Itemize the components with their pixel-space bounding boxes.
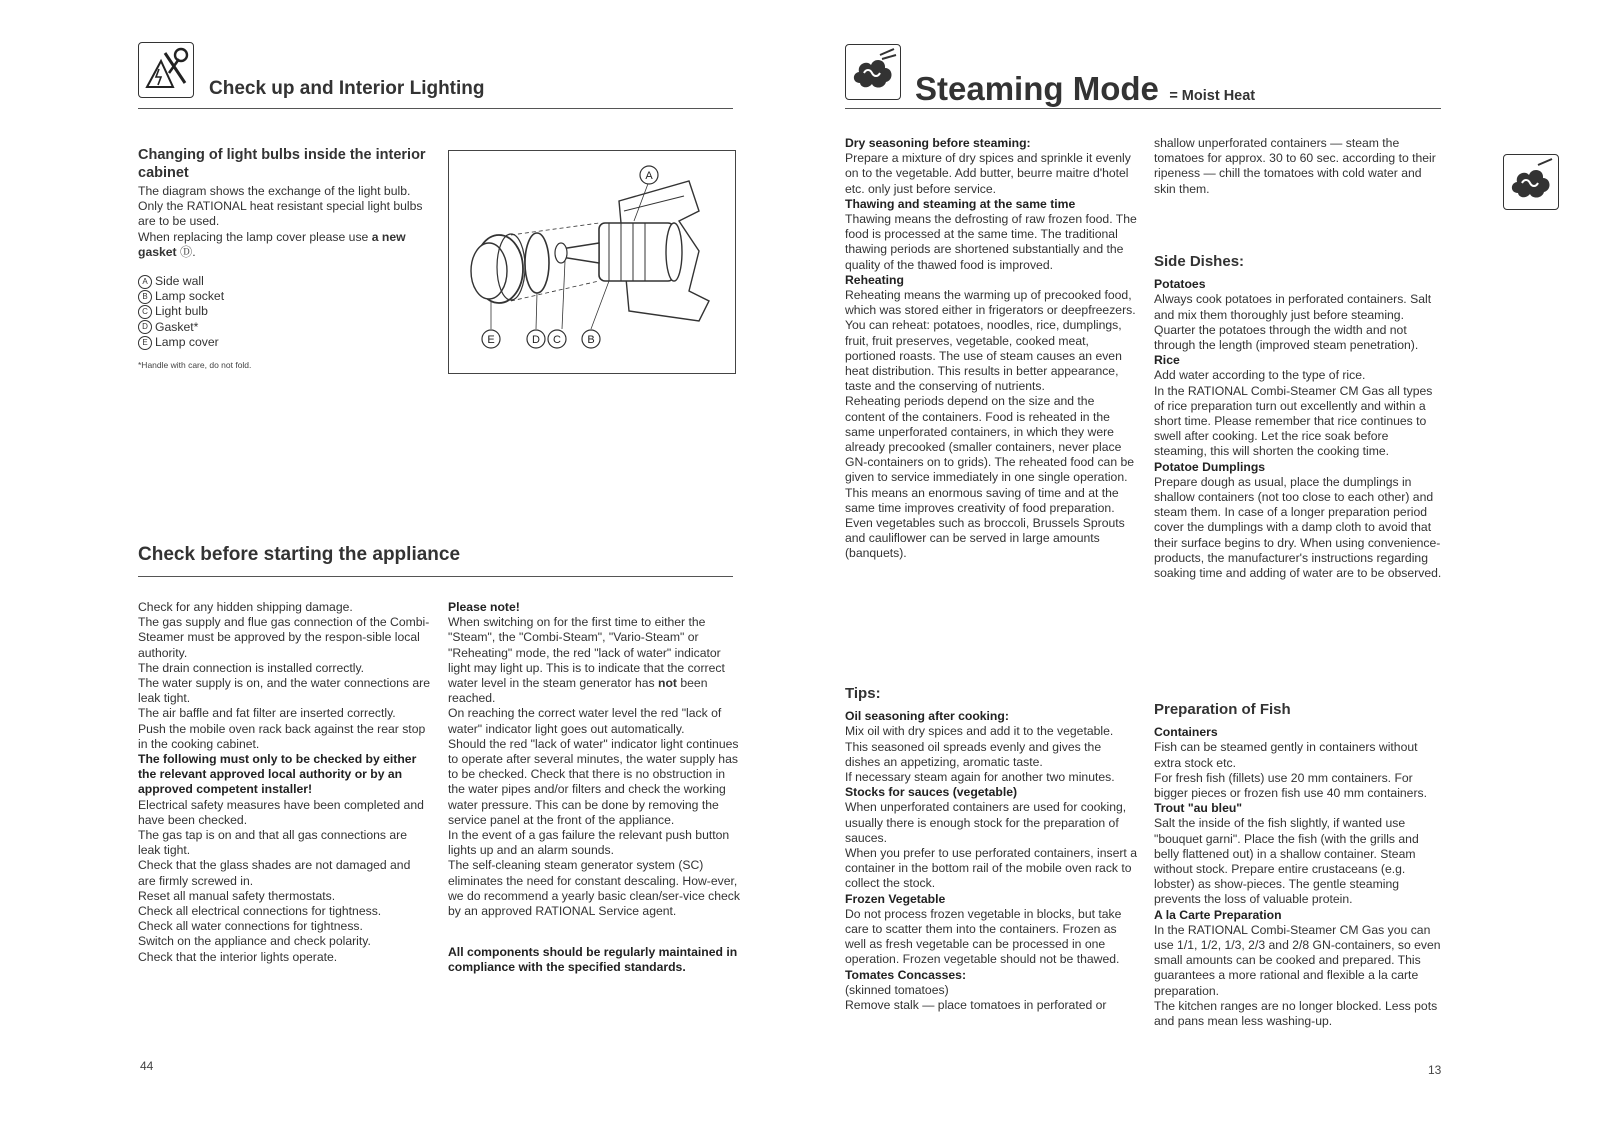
paragraph: Check that the interior lights operate.	[138, 949, 338, 964]
fish-section	[1154, 702, 1444, 1029]
header-divider	[138, 108, 733, 109]
paragraph: Switch on the appliance and check polarity.	[138, 934, 371, 949]
diagram-label-e: E	[487, 334, 495, 346]
legend-list	[138, 274, 430, 350]
page-number: 44	[140, 1059, 154, 1073]
tips-section	[845, 686, 1137, 1013]
paragraph: When replacing the lamp cover please use a new gasket Ⓓ.	[138, 229, 406, 259]
section-heading: Changing of light bulbs inside the interior cabinet	[138, 147, 426, 181]
paragraph: (skinned tomatoes) Remove stalk — place tomatoes in perforated or	[845, 982, 1107, 1013]
paragraph: In the event of a gas failure the relevant push button lights up and an alarm sounds.	[448, 828, 730, 858]
subheading: Trout "au bleu"	[1154, 801, 1243, 816]
page-number: 13	[1428, 1063, 1442, 1077]
subheading: Tomates Concasses:	[845, 967, 967, 982]
paragraph: Add water according to the type of rice. In the RATIONAL Combi-Steamer CM Gas all types of rice preparation turn out excellently and within a short time. Please remember that rice continues to swell after cooking. Let the rice soak before steaming, this will shorten the cooking time.	[1154, 368, 1433, 459]
paragraph: Should the red "lack of water" indicator light continues to operate after several minutes, the water supply has to be checked. Check that there is no obstruction in the water pipes and/or filters and check the working water pressure. This can be done by removing the service panel at the front of the appliance.	[448, 736, 739, 827]
paragraph: Electrical safety measures have been completed and have been checked.	[138, 797, 424, 827]
paragraph: Always cook potatoes in perforated containers. Salt and mix them thoroughly just before steaming. Quarter the potatoes through the width and not through the length (improved steam penetration).	[1154, 292, 1432, 353]
subheading: Stocks for sauces (vegetable)	[845, 785, 1018, 800]
legend-item: E Lamp cover	[138, 335, 430, 350]
paragraph: Check that the glass shades are not damaged and are firmly screwed in.	[138, 858, 411, 888]
title-main: Steaming Mode	[915, 70, 1159, 107]
diagram-label-b: B	[587, 334, 595, 346]
maintenance-note: All components should be regularly maintained in compliance with the specified standards.	[448, 945, 738, 975]
paragraph: The diagram shows the exchange of the light bulb.	[138, 184, 411, 198]
paragraph: The water supply is on, and the water connections are leak tight.	[138, 676, 430, 706]
check-column-1	[138, 600, 430, 965]
legend-item: A Side wall	[138, 274, 430, 289]
paragraph: Check all water connections for tightness.	[138, 919, 363, 934]
light-bulb-section	[138, 146, 430, 370]
subheading: A la Carte Preparation	[1154, 907, 1282, 922]
paragraph: Reset all manual safety thermostats.	[138, 888, 336, 903]
paragraph: Only the RATIONAL heat resistant special light bulbs are to be used.	[138, 199, 423, 229]
check-column-2	[448, 600, 743, 976]
legend-item: B Lamp socket	[138, 289, 430, 304]
fish-heading: Preparation of Fish	[1154, 701, 1291, 718]
paragraph: Prepare a mixture of dry spices and sprinkle it evenly on to the vegetable. Add butter, beurre maitre d'hotel etc. only just before service.	[845, 151, 1131, 196]
steaming-column-1	[845, 136, 1137, 562]
paragraph: Salt the inside of the fish slightly, if wanted use "bouquet garni". Place the fish (with the grills and belly flattened out) in a shallow container. Steam without stock. Prepare entire crustaceans (e.g. lobster) as show-pieces. The gentle steaming prevents the loss of valuable protein.	[1154, 816, 1419, 907]
page-title	[915, 70, 1255, 108]
paragraph: shallow unperforated containers — steam the tomatoes for approx. 30 to 60 sec. according to their ripeness — chill the tomatoes with cold water and skin them.	[1154, 136, 1436, 196]
subheading: Reheating	[845, 272, 904, 287]
paragraph: Check all electrical connections for tightness.	[138, 904, 382, 919]
paragraph: The air baffle and fat filter are inserted correctly.	[138, 706, 396, 721]
side-dishes-section	[1154, 254, 1444, 581]
paragraph: The gas supply and flue gas connection of the Combi-Steamer must be approved by the respon-sible local authority.	[138, 615, 430, 660]
subheading: Oil seasoning after cooking:	[845, 709, 1009, 724]
subheading: Frozen Vegetable	[845, 891, 946, 906]
page-title: Check up and Interior Lighting	[209, 78, 485, 99]
paragraph: Reheating means the warming up of precooked food, which was stored either in frigerators or deepfreezers. You can reheat: potatoes, noodles, rice, dumplings, fruit, fruit preserves, vegetable, cooked meat, portioned roasts. The use of steam causes an even heat distribution. This results in better appearance, taste and the conserving of nutrients. Reheating periods depend on the size and the content of the containers. Food is reheated in the same unperforated containers, in which they were already precooked (smaller containers, never place GN-containers on to grids). The reheated food can be given to service immediately in one single operation. This means an enormous saving of time and at the same time improves creativity of food preparation. Even vegetables such as broccoli, Brussels Sprouts and cauliflower can be served in large amounts (banquets).	[845, 288, 1136, 561]
paragraph: Prepare dough as usual, place the dumplings in shallow containers (not too close to each other) and steam them. In case of a longer preparation period cover the dumplings with a damp cloth to avoid that their surface begins to dry. When using convenience-products, the manufacturer's instructions regarding soaking time and adding of water are to be observed.	[1154, 474, 1442, 581]
paragraph: The drain connection is installed correctly.	[138, 660, 365, 675]
paragraph: Do not process frozen vegetable in blocks, but take care to scatter them into the containers. Frozen as well as fresh vegetable can be processed in one operation. Frozen vegetable should not be thawed.	[845, 906, 1122, 967]
paragraph: On reaching the correct water level the red "lack of water" indicator light goes out automatically.	[448, 706, 722, 736]
section-divider	[138, 576, 733, 577]
subheading: Potatoe Dumplings	[1154, 459, 1266, 474]
paragraph: The gas tap is on and that all gas connections are leak tight.	[138, 828, 407, 858]
subheading: Thawing and steaming at the same time	[845, 196, 1076, 211]
steam-tab-icon	[1503, 154, 1559, 210]
subheading: Containers	[1154, 725, 1218, 740]
check-section-heading: Check before starting the appliance	[138, 544, 461, 565]
diagram-label-d: D	[532, 334, 540, 346]
paragraph: Mix oil with dry spices and add it to the vegetable. This seasoned oil spreads evenly and gives the dishes an appetizing, aromatic taste. If necessary steam again for another two minutes.	[845, 724, 1115, 785]
note-title: Please note!	[448, 600, 520, 614]
paragraph: In the RATIONAL Combi-Steamer CM Gas you can use 1/1, 1/2, 1/3, 2/3 and 2/8 GN-containers, so even small amounts can be cooked and prepared. This guarantees a more rational and flexible a la carte preparation. The kitchen ranges are no longer blocked. Less pots and pans mean less washing-up.	[1154, 922, 1441, 1029]
paragraph: When unperforated containers are used for cooking, usually there is enough stock for the preparation of sauces. When you prefer to use perforated containers, insert a container in the bottom rail of the mobile oven rack to collect the stock.	[845, 800, 1137, 891]
side-dishes-heading: Side Dishes:	[1154, 253, 1245, 270]
paragraph: Check for any hidden shipping damage.	[138, 600, 353, 614]
subheading: Dry seasoning before steaming:	[845, 136, 1031, 150]
steam-cloud-icon	[845, 44, 901, 100]
paragraph: When switching on for the first time to either the "Steam", the "Combi-Steam", "Vario-Steam" or "Reheating" mode, the red "lack of water" indicator light may light up. This is to indicate that the correct water level in the steam generator has not been reached.	[448, 615, 725, 706]
header-divider	[845, 108, 1441, 109]
subheading: Potatoes	[1154, 277, 1206, 292]
paragraph: Fish can be steamed gently in containers without extra stock etc. For fresh fish (fillets) use 20 mm containers. For bigger pieces or frozen fish use 40 mm containers.	[1154, 740, 1427, 801]
subheading: Rice	[1154, 353, 1180, 368]
diagram-label-c: C	[553, 334, 561, 346]
title-subtitle: = Moist Heat	[1169, 88, 1256, 104]
lamp-diagram	[448, 150, 736, 374]
paragraph: Thawing means the defrosting of raw frozen food. The food is processed at the same time. The traditional thawing periods are shortened substantially and the quality of the thawed food is improved.	[845, 212, 1137, 272]
legend-item: D Gasket*	[138, 320, 430, 335]
legend-item: C Light bulb	[138, 304, 430, 319]
tools-warning-icon	[138, 42, 194, 98]
warning-text: The following must only to be checked by either the relevant approved local authority or by an approved competent installer!	[138, 752, 417, 797]
paragraph: The self-cleaning steam generator system (SC) eliminates the need for constant descaling. How-ever, we do recommend a yearly basic clean/ser-vice check by an approved RATIONAL Service agent.	[448, 858, 740, 919]
paragraph: Push the mobile oven rack back against the rear stop in the cooking cabinet.	[138, 721, 426, 751]
steaming-column-2	[1154, 136, 1444, 197]
footnote: *Handle with care, do not fold.	[138, 360, 252, 371]
diagram-label-a: A	[645, 170, 653, 182]
tips-heading: Tips:	[845, 685, 881, 702]
